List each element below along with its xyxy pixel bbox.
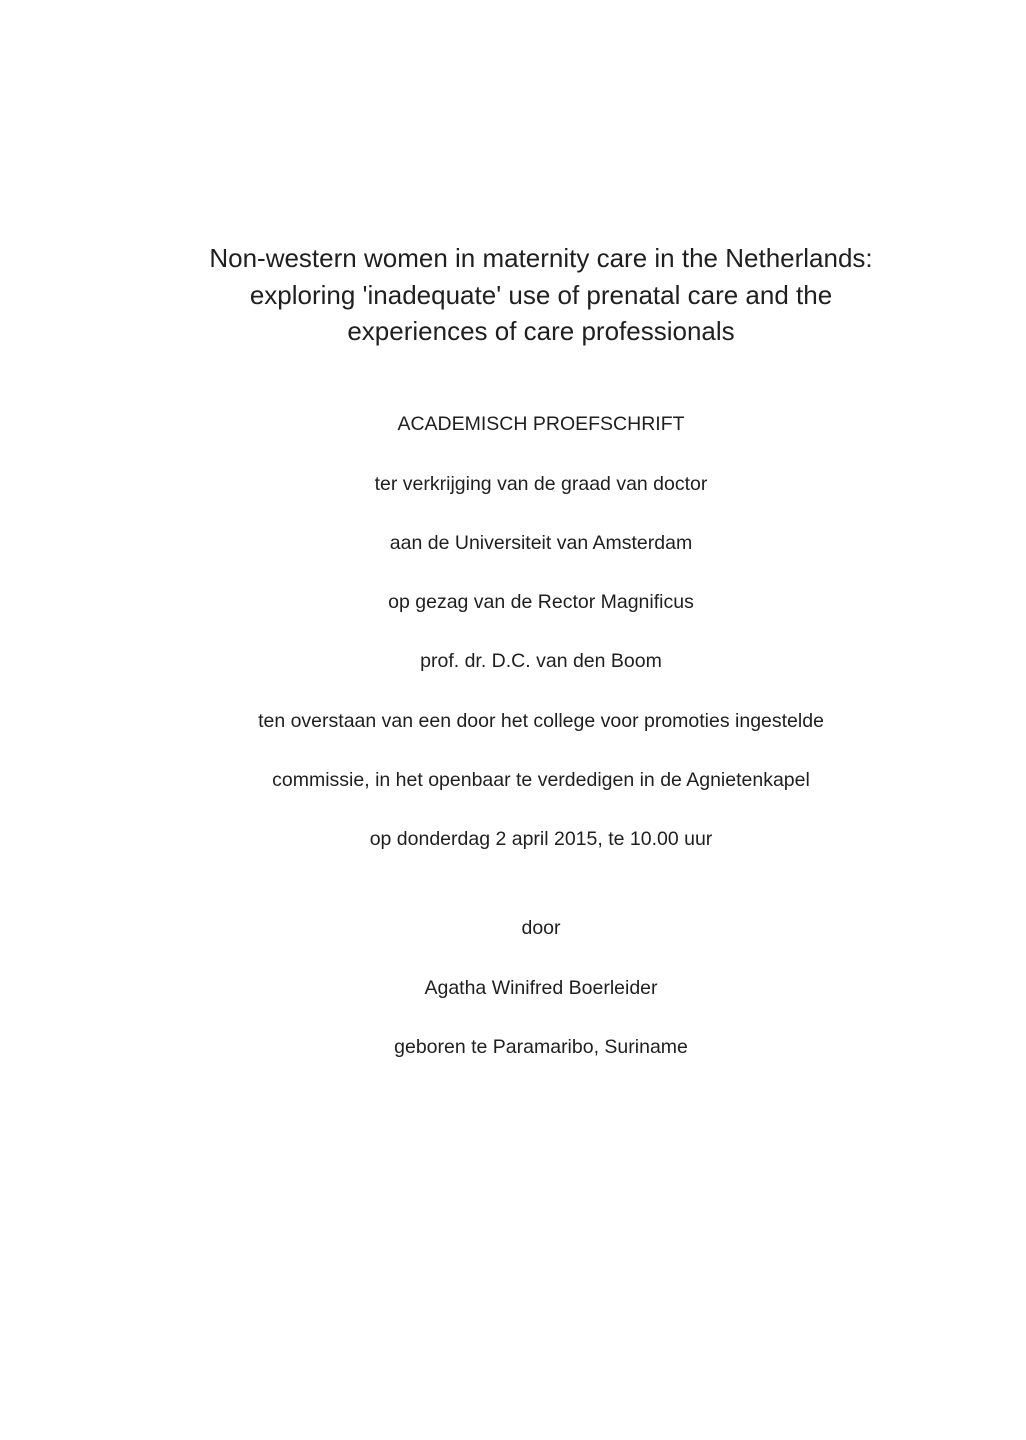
- authority-line: op gezag van de Rector Magnificus: [388, 591, 694, 613]
- author-name: Agatha Winifred Boerleider: [424, 977, 658, 999]
- defense-location-line: commissie, in het openbaar te verdedigen in de Agnietenkapel: [272, 769, 810, 791]
- rector-name: prof. dr. D.C. van den Boom: [420, 650, 662, 672]
- thesis-title-line-1: Non-western women in maternity care in the Netherlands:: [209, 243, 873, 273]
- university-line: aan de Universiteit van Amsterdam: [389, 532, 693, 554]
- thesis-title-line-3: experiences of care professionals: [347, 316, 735, 346]
- document-type: ACADEMISCH PROEFSCHRIFT: [397, 413, 685, 435]
- defense-date-line: op donderdag 2 april 2015, te 10.00 uur: [369, 828, 713, 850]
- thesis-title: [0, 240, 1026, 350]
- by-label: door: [521, 917, 561, 939]
- birthplace-line: geboren te Paramaribo, Suriname: [394, 1036, 688, 1058]
- thesis-title-line-2: exploring 'inadequate' use of prenatal care and the: [249, 279, 833, 310]
- degree-line: ter verkrijging van de graad van doctor: [374, 473, 708, 495]
- committee-line: ten overstaan van een door het college voor promoties ingestelde: [258, 710, 824, 732]
